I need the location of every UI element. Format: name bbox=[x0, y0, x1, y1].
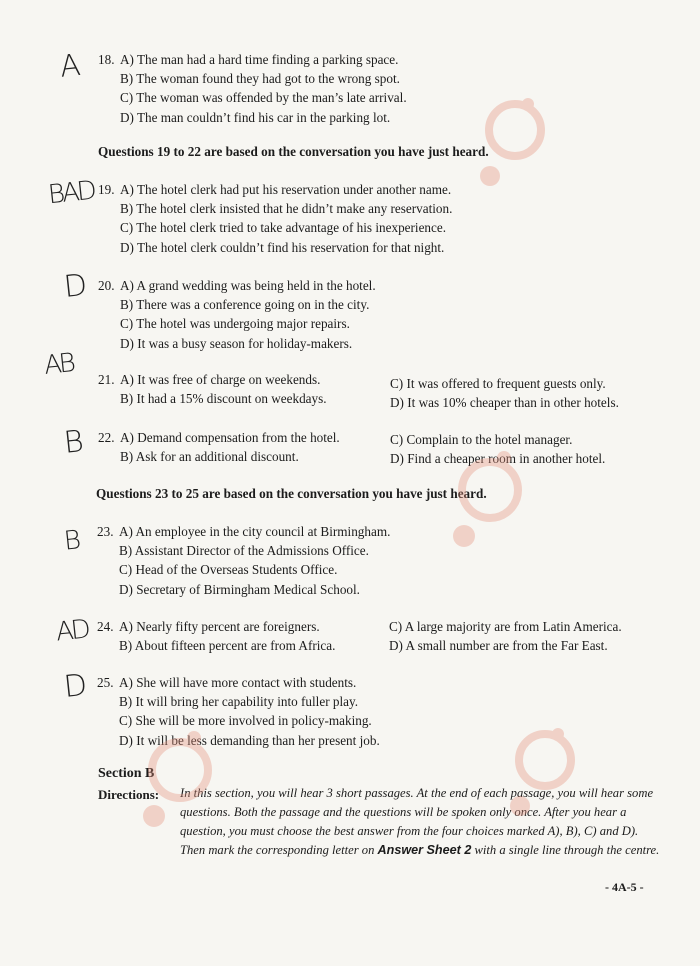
question-23 bbox=[97, 522, 390, 599]
option-d: D) Find a cheaper room in another hotel. bbox=[390, 451, 606, 466]
option-d: D) A small number are from the Far East. bbox=[389, 638, 608, 653]
option-a: A) The hotel clerk had put his reservation under another name. bbox=[120, 182, 452, 197]
question-21 bbox=[98, 370, 658, 410]
option-c: C) Head of the Overseas Students Office. bbox=[119, 562, 338, 578]
option-b: B) About fifteen percent are from Africa. bbox=[119, 638, 336, 653]
question-22 bbox=[98, 428, 658, 468]
handwritten-mark-18: A bbox=[58, 48, 80, 85]
question-number: 18. bbox=[98, 52, 115, 67]
option-a: A) Nearly fifty percent are foreigners. bbox=[119, 619, 320, 634]
option-a: A) It was free of charge on weekends. bbox=[120, 372, 321, 387]
option-b: B) Assistant Director of the Admissions Office. bbox=[119, 543, 369, 559]
option-b: B) The woman found they had got to the wrong spot. bbox=[120, 71, 400, 87]
question-number: 23. bbox=[97, 524, 114, 539]
question-24 bbox=[97, 617, 657, 657]
handwritten-mark-25: D bbox=[62, 668, 86, 705]
option-c: C) It was offered to frequent guests only. bbox=[390, 376, 606, 391]
handwritten-mark-22: B bbox=[62, 424, 83, 461]
option-a: A) Demand compensation from the hotel. bbox=[120, 430, 340, 445]
option-d: D) It was 10% cheaper than in other hotels. bbox=[390, 395, 619, 410]
section-heading-19-22: Questions 19 to 22 are based on the conversation you have just heard. bbox=[98, 144, 489, 159]
answer-sheet-reference: Answer Sheet 2 bbox=[377, 843, 472, 857]
directions-text bbox=[180, 784, 660, 860]
question-number: 20. bbox=[98, 278, 115, 293]
directions-text-part-2: with a single line through the centre. bbox=[474, 843, 660, 857]
handwritten-mark-20: D bbox=[62, 268, 86, 305]
option-c: C) The woman was offended by the man’s late arrival. bbox=[120, 90, 407, 106]
handwritten-mark-21: AB bbox=[42, 348, 75, 382]
option-c: C) A large majority are from Latin America. bbox=[389, 619, 622, 634]
section-b-title: Section B bbox=[98, 766, 155, 781]
page-number: - 4A-5 - bbox=[605, 880, 644, 894]
handwritten-mark-23: B bbox=[62, 525, 80, 557]
question-19 bbox=[98, 180, 452, 257]
question-number: 22. bbox=[98, 430, 115, 445]
question-number: 24. bbox=[97, 619, 114, 634]
option-b: B) It had a 15% discount on weekdays. bbox=[120, 391, 327, 406]
option-b: B) It will bring her capability into fuller play. bbox=[119, 694, 359, 710]
option-c: C) She will be more involved in policy-making. bbox=[119, 713, 372, 729]
option-c: C) Complain to the hotel manager. bbox=[390, 432, 573, 447]
option-d: D) The man couldn’t find his car in the parking lot. bbox=[120, 109, 391, 125]
handwritten-mark-24: AD bbox=[54, 614, 90, 648]
question-number: 25. bbox=[97, 675, 114, 690]
option-d: D) Secretary of Birmingham Medical School. bbox=[119, 581, 360, 597]
option-a: A) A grand wedding was being held in the hotel. bbox=[120, 278, 376, 293]
section-heading-23-25: Questions 23 to 25 are based on the conversation you have just heard. bbox=[96, 486, 487, 501]
option-b: B) There was a conference going on in the city. bbox=[120, 297, 370, 313]
option-d: D) It will be less demanding than her present job. bbox=[119, 732, 380, 748]
option-c: C) The hotel clerk tried to take advantage of his inexperience. bbox=[120, 220, 447, 236]
option-c: C) The hotel was undergoing major repairs. bbox=[120, 316, 350, 332]
directions-text-part-1: In this section, you will hear 3 short passages. At the end of each passage, you will hear some questions. Both the passage and the questions will be spoken only once. After you hear a question, you must choose the best answer from the four choices marked A), B), C) and D). Then mark the corresponding letter on bbox=[180, 786, 654, 857]
handwritten-mark-19: BAD bbox=[46, 175, 96, 211]
question-25 bbox=[97, 673, 380, 750]
option-a: A) An employee in the city council at Birmingham. bbox=[119, 524, 391, 539]
question-20 bbox=[98, 276, 376, 353]
option-a: A) The man had a hard time finding a parking space. bbox=[120, 52, 399, 67]
option-a: A) She will have more contact with students. bbox=[119, 675, 357, 690]
directions-label: Directions: bbox=[98, 787, 160, 802]
option-d: D) The hotel clerk couldn’t find his reservation for that night. bbox=[120, 239, 445, 255]
question-18 bbox=[98, 50, 407, 127]
option-b: B) The hotel clerk insisted that he didn’t make any reservation. bbox=[120, 201, 453, 217]
question-number: 19. bbox=[98, 182, 115, 197]
option-d: D) It was a busy season for holiday-makers. bbox=[120, 335, 353, 351]
option-b: B) Ask for an additional discount. bbox=[120, 449, 299, 464]
question-number: 21. bbox=[98, 372, 115, 387]
